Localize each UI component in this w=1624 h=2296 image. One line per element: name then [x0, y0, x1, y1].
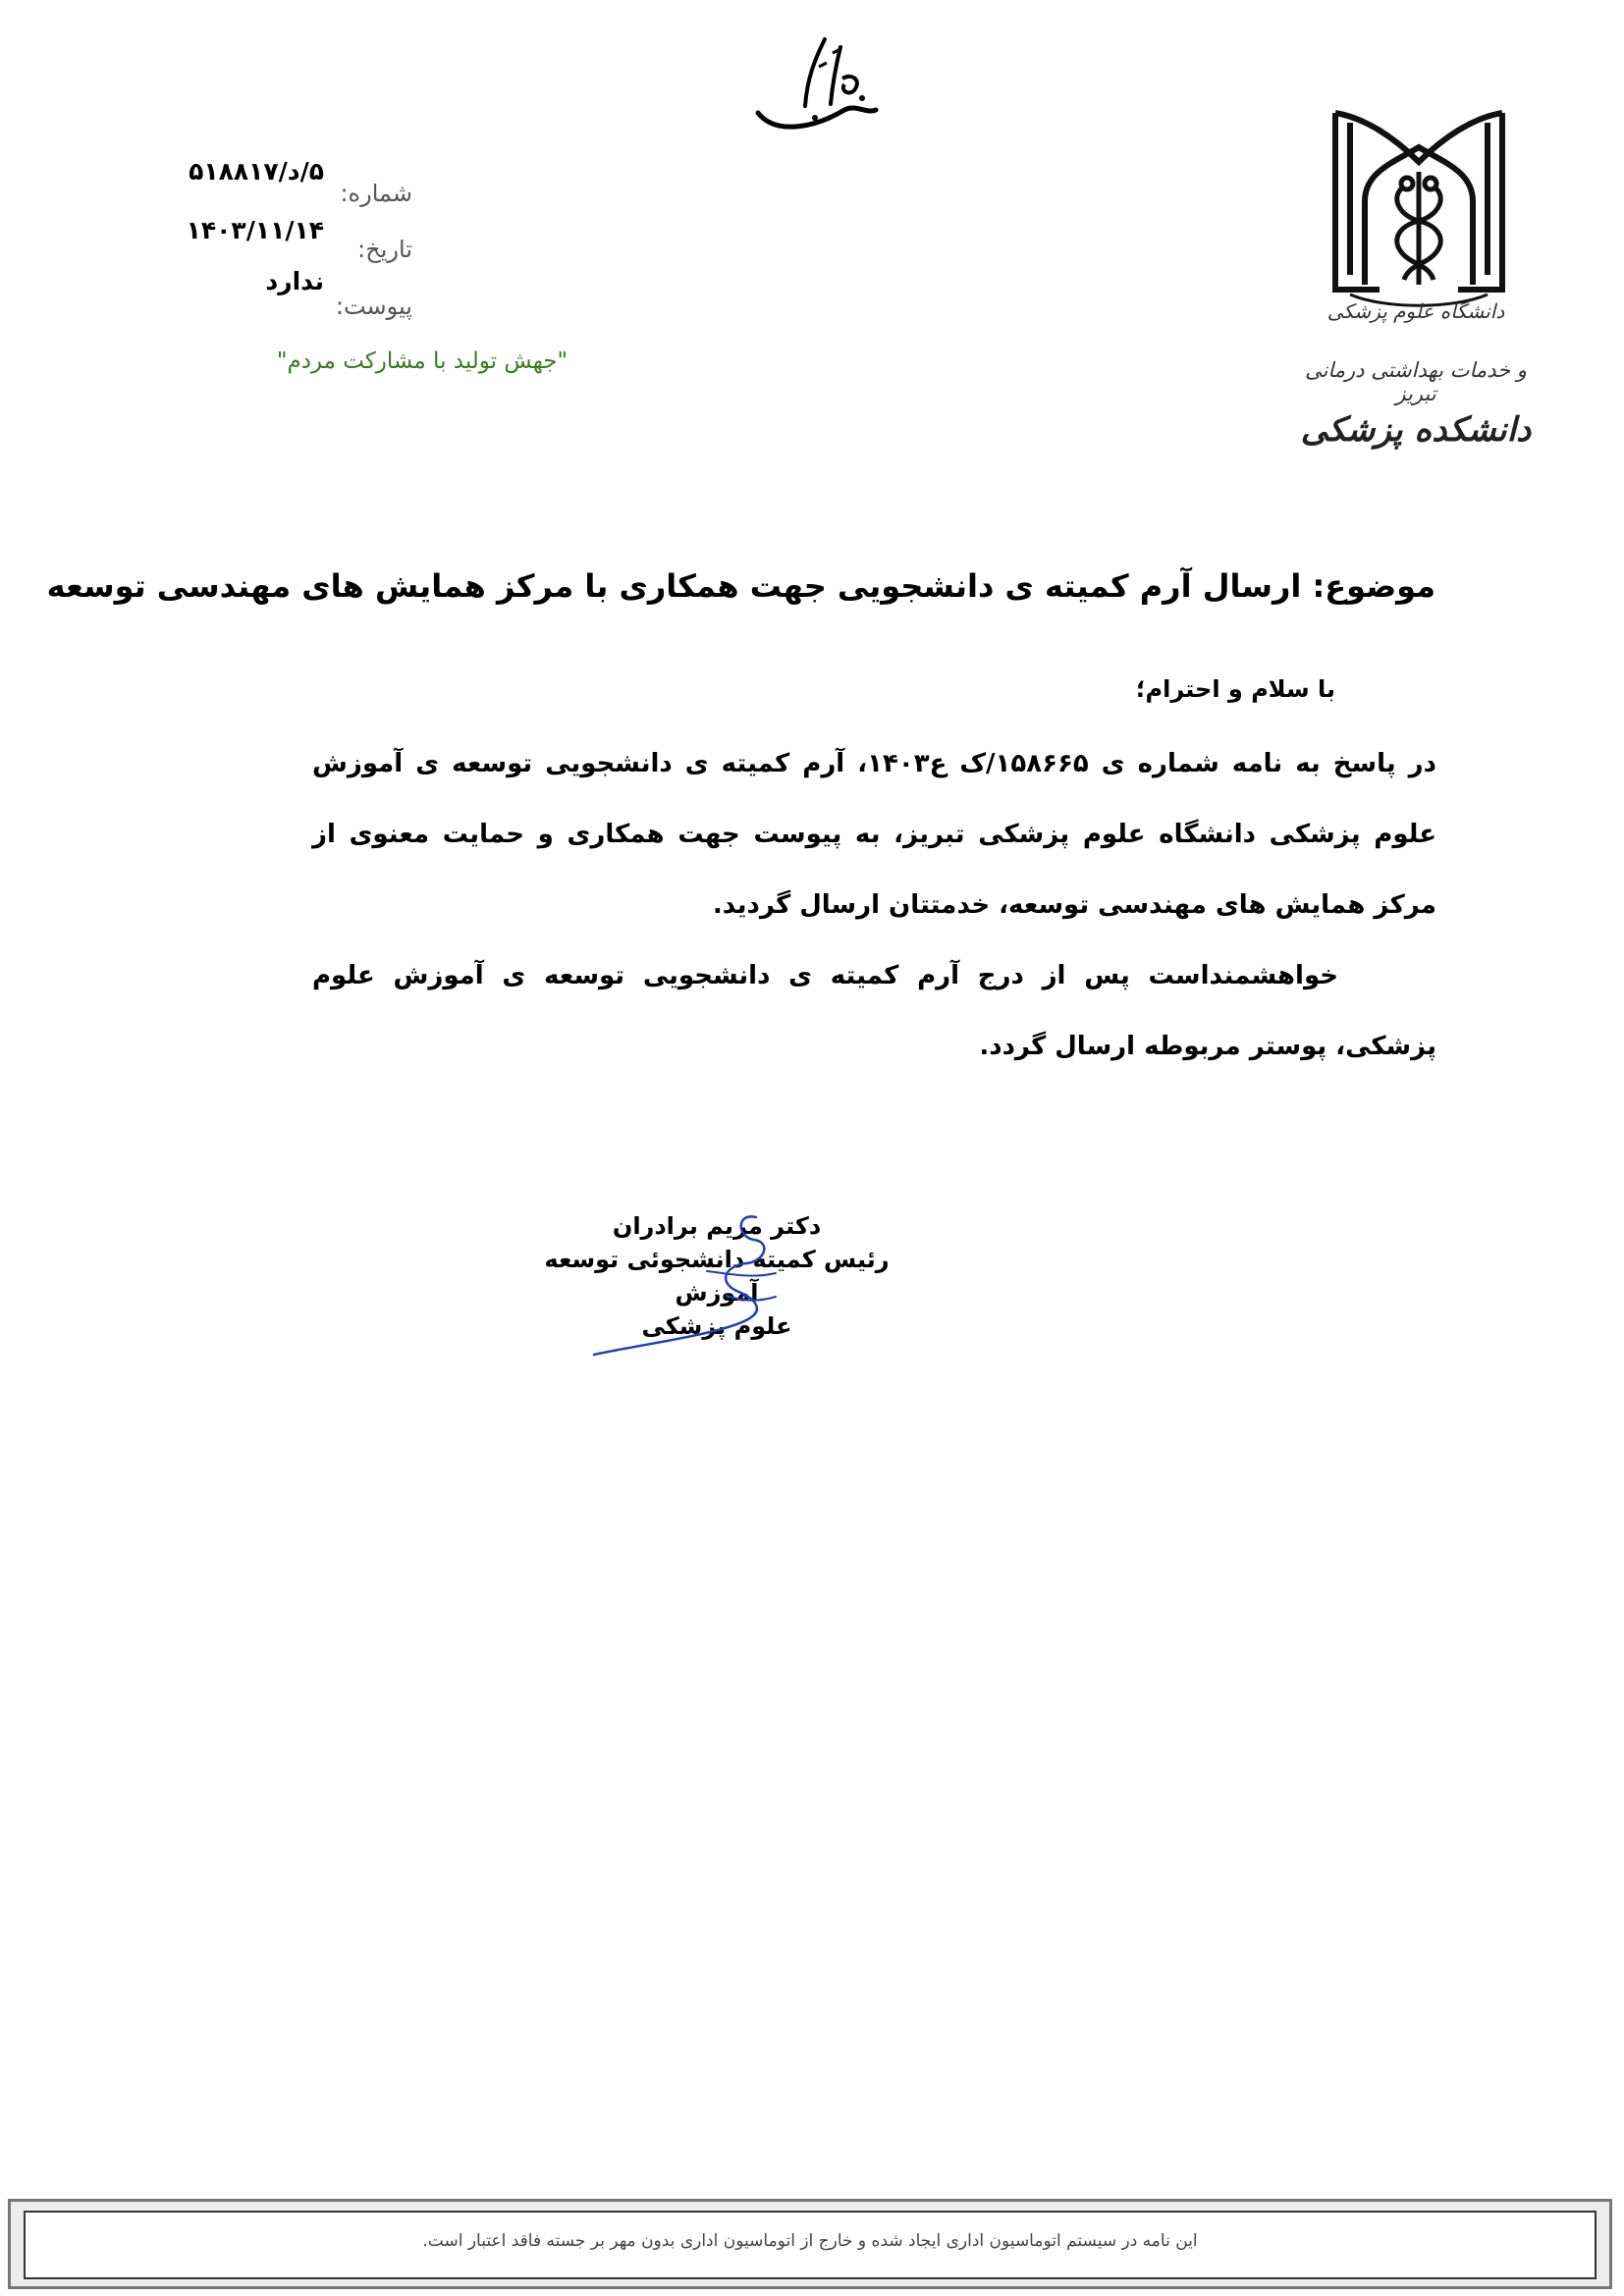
letter-greeting: با سلام و احترام؛	[1135, 675, 1335, 703]
slogan: "جهش تولید با مشارکت مردم"	[276, 348, 568, 374]
attachment-label: پیوست:	[335, 293, 412, 320]
body-paragraph-1: در پاسخ به نامه شماره ی ۱۵۸۶۶۵/ک ع۱۴۰۳، آرم کمیته ی دانشجویی توسعه ی آموزش علوم پزشکی دانشگاه علوم پزشکی تبریز، به پیوست جهت همکاری و حمایت معنوی از مرکز همایش های مهندسی توسعه، خدمتتان ارسال گردید.	[312, 749, 1436, 920]
basmala-calligraphy	[746, 20, 884, 133]
letter-number: ۵/د/۵۱۸۸۱۷	[189, 157, 324, 186]
letter-date: ۱۴۰۳/۱۱/۱۴	[186, 216, 324, 244]
letter-body	[312, 728, 1436, 1082]
signatory-title-line2: علوم پزشکی	[641, 1312, 792, 1340]
logo-university-name: دانشگاه علوم پزشکی	[1326, 299, 1505, 323]
number-label: شماره:	[340, 180, 412, 207]
logo-faculty-name: دانشکده پزشکی	[1300, 410, 1532, 450]
footer-notice: این نامه در سیستم اتوماسیون اداری ایجاد شده و خارج از اتوماسیون اداری بدون مهر بر جسته فاقد اعتبار است.	[422, 2231, 1198, 2251]
body-paragraph-2: خواهشمنداست پس از درج آرم کمیته ی دانشجویی توسعه ی آموزش علوم پزشکی، پوستر مربوطه ارسال گردد.	[312, 961, 1436, 1061]
signatory-title-line1: رئیس کمیته دانشجوئی توسعه آموزش	[544, 1246, 890, 1307]
attachment-value: ندارد	[265, 267, 324, 295]
handwritten-signature	[579, 1202, 815, 1360]
letter-subject: موضوع: ارسال آرم کمیته ی دانشجویی جهت همکاری با مرکز همایش های مهندسی توسعه	[46, 567, 1435, 605]
date-label: تاریخ:	[357, 236, 412, 263]
logo-university-subtitle: و خدمات بهداشتی درمانی تبریز	[1305, 358, 1527, 405]
signatory-name: دکتر مریم برادران	[612, 1212, 822, 1240]
